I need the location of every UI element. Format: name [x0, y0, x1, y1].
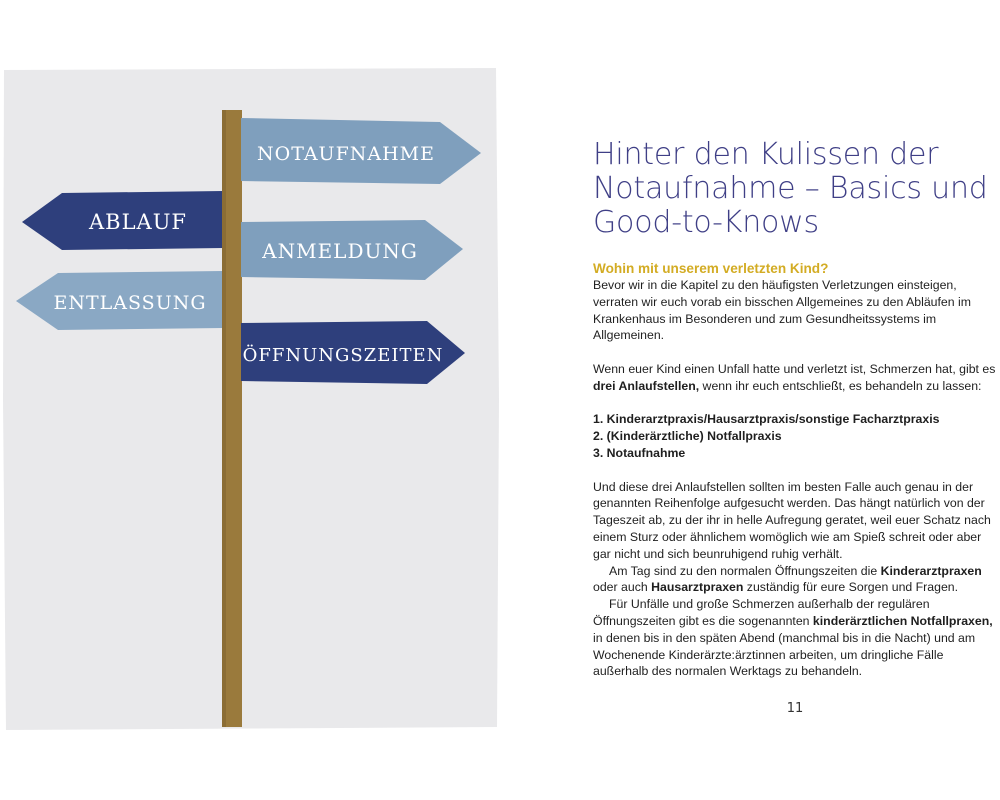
section-subheading: Wohin mit unserem verletzten Kind?	[593, 261, 829, 276]
paragraph-notfallpraxen: Für Unfälle und große Schmerzen außerhalb der regulären Öffnungszeiten gibt es die sogenannten kinderärztlichen Notfallpraxen, in denen bis in den späten Abend (manchmal bis in die Nacht) und am Wochenende Kinderärzte:ärztinnen arbeiten, um dringliche Fälle außerhalb des normalen Werktags zu behandeln.	[593, 597, 993, 679]
paragraph-anlaufstellen: Wenn euer Kind einen Unfall hatte und verletzt ist, Schmerzen hat, gibt es drei Anlaufstellen, wenn ihr euch entschließt, es behandeln zu lassen:	[593, 361, 996, 393]
sign-oeffnungszeiten	[241, 321, 465, 384]
sign-notaufnahme	[241, 118, 481, 184]
svg-text:ABLAUF: ABLAUF	[89, 210, 187, 234]
chapter-heading: Hinter den Kulissen der Notaufnahme – Basics und Good-to-Knows	[593, 137, 988, 240]
svg-text:NOTAUFNAHME: NOTAUFNAHME	[257, 143, 435, 165]
article-column	[593, 138, 997, 680]
sign-anmeldung	[241, 220, 463, 280]
list-item: 1. Kinderarztpraxis/Hausarztpraxis/sonstige Facharztpraxis	[593, 412, 940, 427]
paragraph-tag: Am Tag sind zu den normalen Öffnungszeiten die Kinderarztpraxen oder auch Hausarztpraxen zuständig für eure Sorgen und Fragen.	[593, 563, 982, 595]
svg-text:ÖFFNUNGSZEITEN: ÖFFNUNGSZEITEN	[242, 345, 444, 366]
intro-paragraph: Bevor wir in die Kapitel zu den häufigsten Verletzungen einsteigen, verraten wir euch vorab ein bisschen Allgemeines zu den Abläufen im Krankenhaus im Besonderen und zum Gesundheitssystems im Allgemeinen.	[593, 278, 972, 343]
anlaufstellen-list	[593, 411, 997, 461]
paragraph-reihenfolge: Und diese drei Anlaufstellen sollten im besten Falle auch genau in der genannten Reihenfolge aufgesucht werden. Das hängt natürlich von der Tageszeit ab, zu der ihr in helle Aufregung geratet, weil euer Schatz nach einem Sturz oder ähnlichem womöglich wie am Spieß schreit oder aber gar nicht und sich beunruhigend ruhig verhält.	[593, 479, 991, 561]
list-item: 2. (Kinderärztliche) Notfallpraxis	[593, 429, 782, 444]
list-item: 3. Notaufnahme	[593, 445, 686, 460]
page-number: 11	[786, 701, 804, 716]
svg-text:ENTLASSUNG: ENTLASSUNG	[53, 292, 207, 314]
svg-text:ANMELDUNG: ANMELDUNG	[262, 239, 418, 263]
